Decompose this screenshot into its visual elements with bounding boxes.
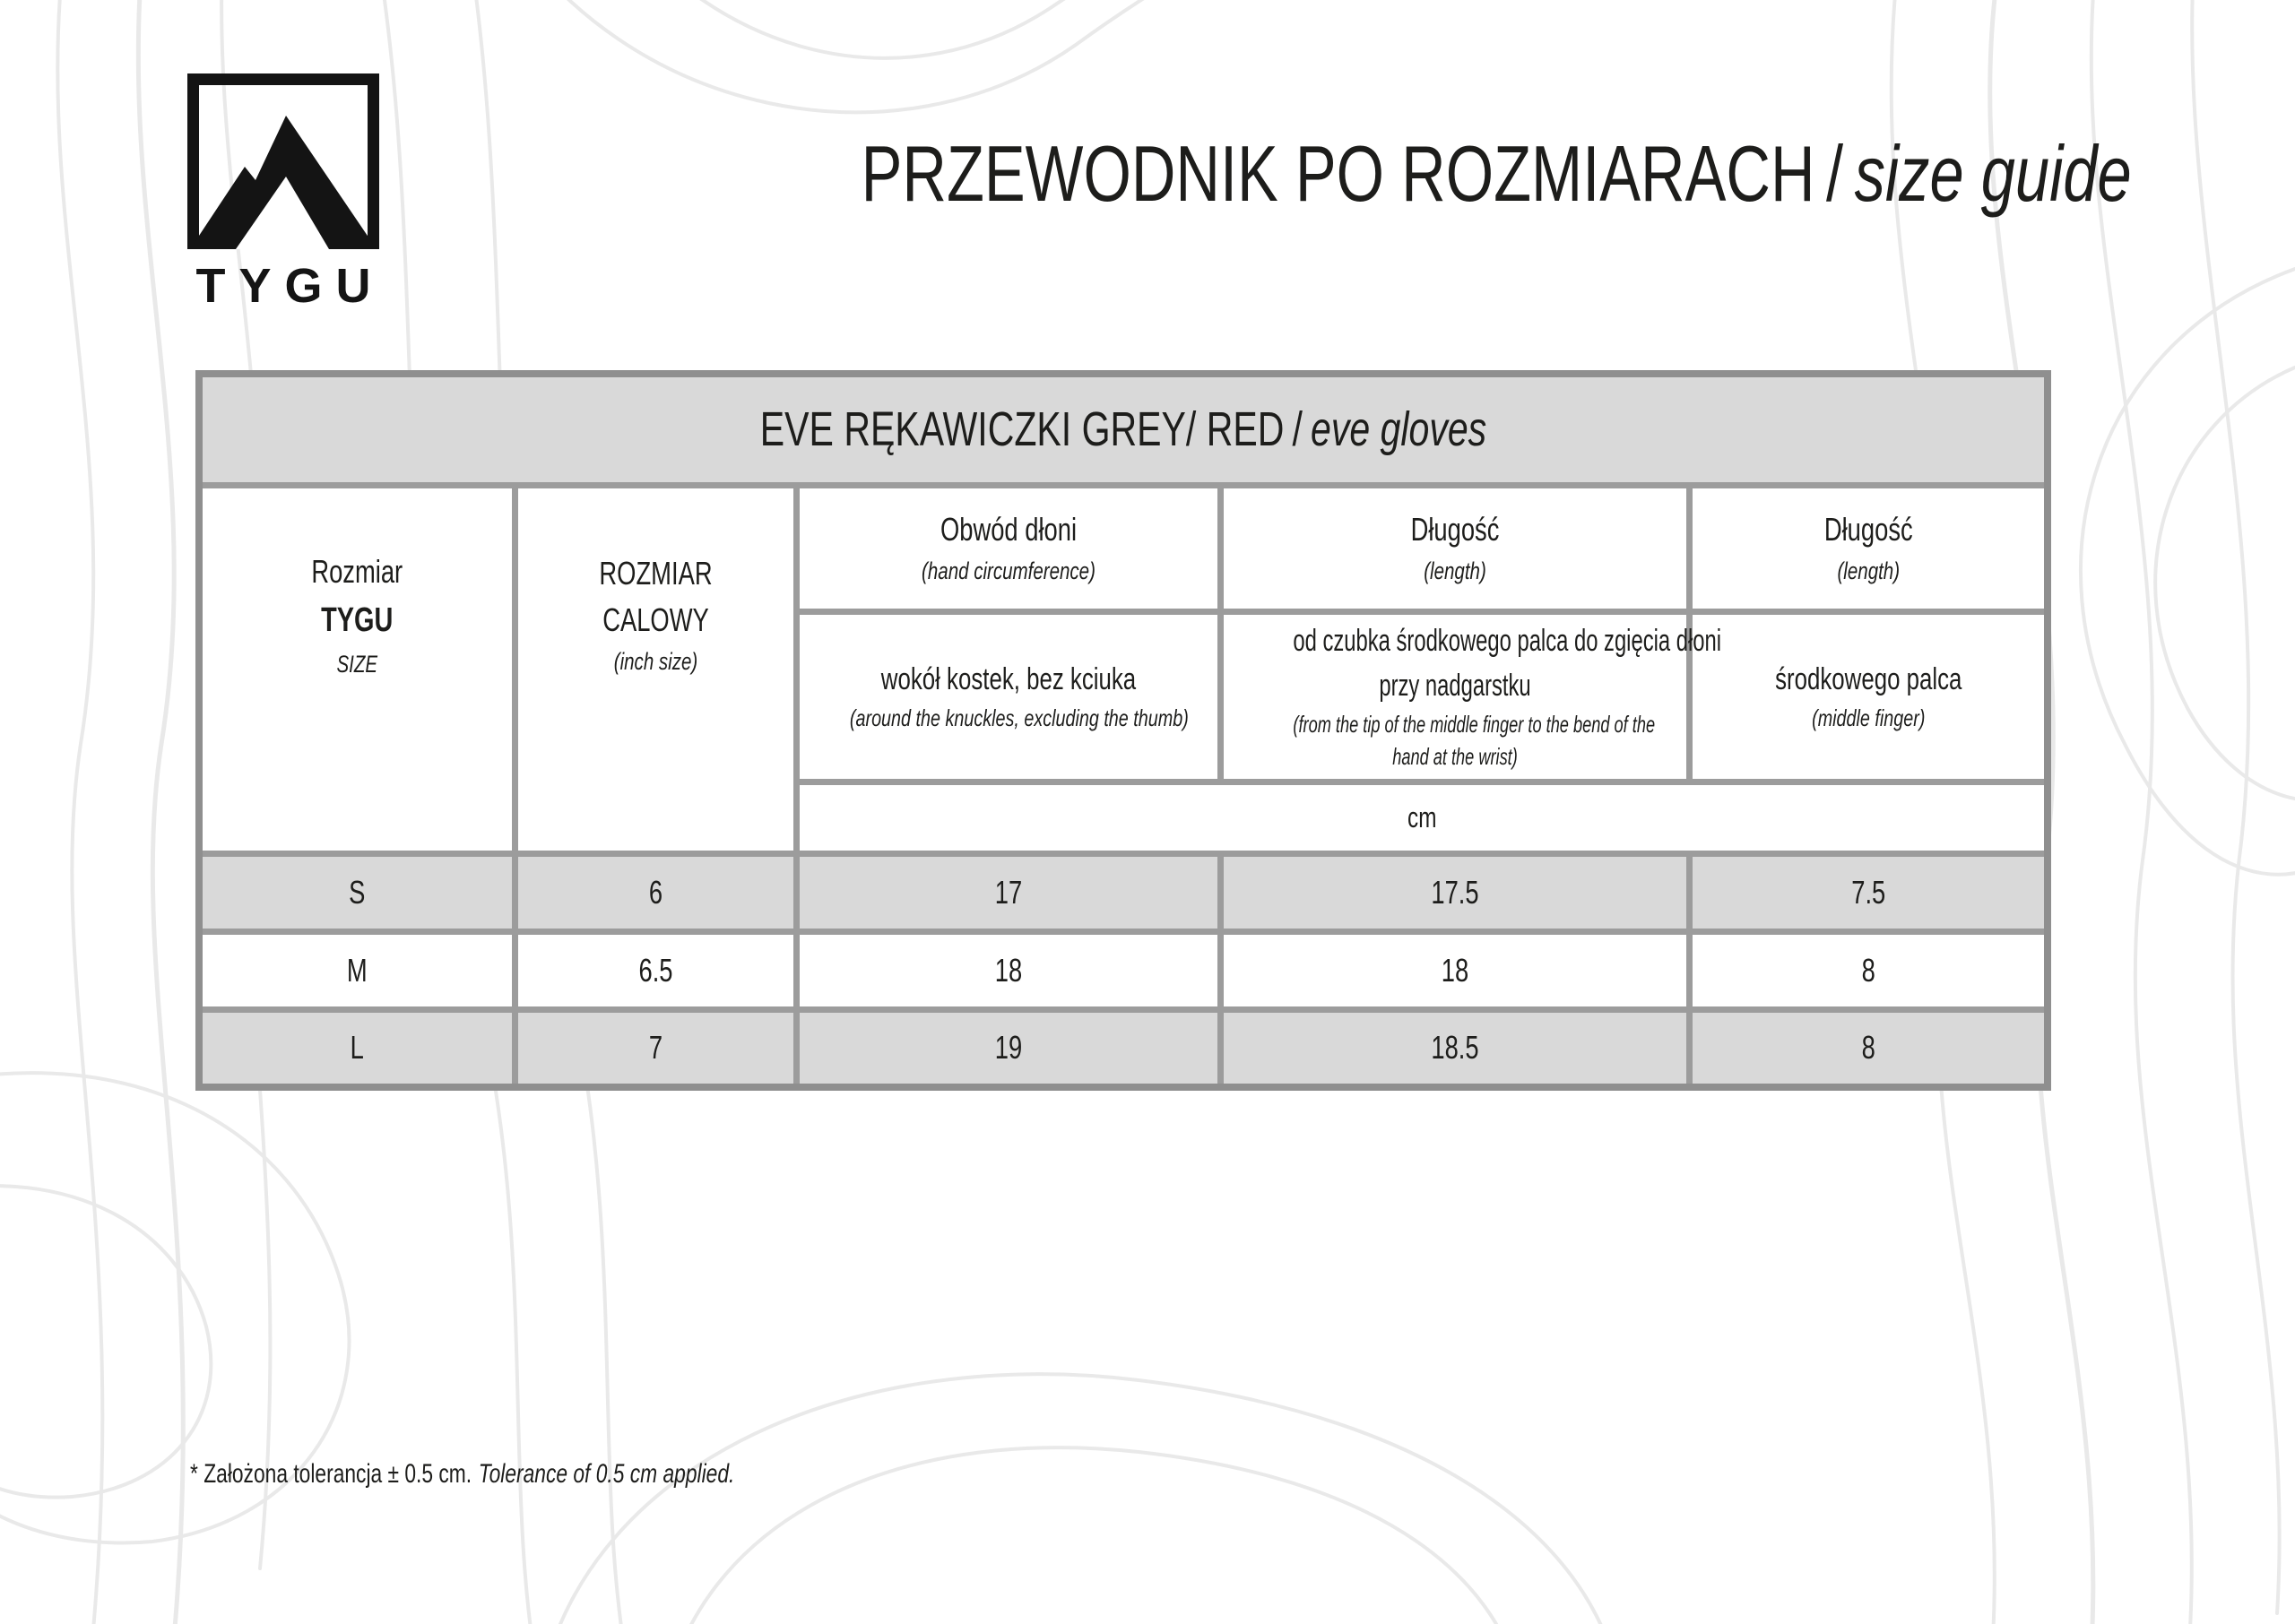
length-finger-desc: środkowego palca	[1774, 662, 1962, 697]
header-cell-hand-circumference	[796, 485, 1220, 611]
mountain-logo-icon	[187, 73, 379, 249]
length-hand-header-content	[1278, 506, 1630, 590]
length-hand-cell	[1220, 1009, 1689, 1087]
header-row-top	[199, 485, 2048, 611]
size-value: L	[350, 1029, 364, 1067]
header-cell-inch-size	[515, 485, 796, 853]
header-cell-size	[199, 485, 515, 853]
inch-value: 7	[648, 1029, 663, 1067]
inch-header-subtitle: (inch size)	[613, 648, 697, 676]
footnote-regular: * Założona tolerancja ± 0.5 cm.	[190, 1459, 472, 1489]
table-row-s	[199, 853, 2048, 931]
product-title-main: EVE RĘKAWICZKI GREY/ RED	[759, 402, 1285, 457]
length-finger-value: 8	[1861, 1029, 1875, 1067]
product-title	[423, 402, 1823, 457]
size-guide-table	[195, 370, 2051, 1091]
inch-value: 6.5	[637, 951, 673, 989]
product-title-italic: eve gloves	[1311, 402, 1487, 457]
circumference-desc: wokół kostek, bez kciuka	[880, 662, 1136, 697]
length-hand-desc-content	[1292, 619, 1721, 773]
length-hand-value: 18	[1441, 951, 1468, 989]
product-title-separator: /	[1292, 402, 1303, 457]
unit-label: cm	[1407, 800, 1436, 834]
table-row-l	[199, 1009, 2048, 1087]
page-title-separator: /	[1826, 129, 1844, 218]
brand-wordmark: TYGU	[195, 259, 385, 313]
length-hand-value: 17.5	[1430, 873, 1479, 911]
circumference-title: Obwód dłoni	[940, 511, 1077, 549]
size-value: S	[349, 873, 366, 911]
inch-cell	[515, 853, 796, 931]
length-hand-cell	[1220, 853, 1689, 931]
length-hand-desc-sub-line2: hand at the wrist)	[1391, 743, 1518, 771]
length-finger-header-content	[1735, 506, 2002, 590]
tolerance-footnote	[190, 1459, 734, 1490]
desc-cell-hand-circumference	[796, 611, 1220, 782]
circumference-cell	[796, 853, 1220, 931]
length-hand-value: 18.5	[1430, 1029, 1479, 1067]
circumference-value: 18	[994, 951, 1022, 989]
size-header-content	[239, 549, 474, 790]
length-finger-cell	[1689, 1009, 2048, 1087]
size-cell	[199, 931, 515, 1009]
unit-cell	[796, 782, 2048, 853]
inch-cell	[515, 931, 796, 1009]
length-hand-desc-line1: od czubka środkowego palca do zgięcia dłoni	[1292, 624, 1721, 659]
inch-cell	[515, 1009, 796, 1087]
length-finger-desc-content	[1735, 658, 2002, 735]
circumference-desc-sub: (around the knuckles, excluding the thumb)	[849, 704, 1189, 732]
circumference-title-sub: (hand circumference)	[921, 557, 1096, 585]
size-header-brand: TYGU	[321, 600, 394, 639]
tygu-logo	[186, 73, 385, 314]
circumference-desc-content	[849, 658, 1189, 735]
length-finger-desc-sub: (middle finger)	[1811, 704, 1925, 732]
table-row-m	[199, 931, 2048, 1009]
length-finger-title: Długość	[1823, 511, 1913, 549]
length-hand-cell	[1220, 931, 1689, 1009]
circumference-header-content	[849, 506, 1166, 590]
length-hand-title: Długość	[1410, 511, 1499, 549]
page-title-main: PRZEWODNIK PO ROZMIARACH	[861, 129, 1815, 218]
product-title-cell	[199, 374, 2048, 485]
length-hand-title-sub: (length)	[1423, 557, 1486, 585]
inch-header-title: ROZMIAR CALOWY	[598, 555, 713, 639]
circumference-value: 19	[994, 1029, 1022, 1067]
desc-cell-length-hand	[1220, 611, 1721, 782]
product-title-row	[199, 374, 2048, 485]
size-value: M	[346, 951, 368, 989]
header-cell-length-finger	[1689, 485, 2048, 611]
length-finger-cell	[1689, 931, 2048, 1009]
length-finger-title-sub: (length)	[1836, 557, 1900, 585]
length-hand-desc-sub-line1: (from the tip of the middle finger to the bend of the	[1292, 710, 1655, 738]
circumference-cell	[796, 931, 1220, 1009]
size-cell	[199, 853, 515, 931]
length-finger-value: 7.5	[1850, 873, 1885, 911]
inch-header-content	[550, 550, 759, 788]
inch-value: 6	[648, 873, 663, 911]
page-title-italic: size guide	[1854, 129, 2132, 218]
size-cell	[199, 1009, 515, 1087]
circumference-value: 17	[994, 873, 1022, 911]
page-title	[861, 129, 2132, 218]
desc-cell-length-finger	[1689, 611, 2048, 782]
circumference-cell	[796, 1009, 1220, 1087]
length-finger-cell	[1689, 853, 2048, 931]
size-header-title: Rozmiar	[311, 552, 403, 590]
length-hand-desc-line2: przy nadgarstku	[1378, 668, 1531, 703]
footnote-italic: Tolerance of 0.5 cm applied.	[478, 1459, 735, 1489]
size-header-subtitle: SIZE	[336, 650, 378, 678]
length-finger-value: 8	[1861, 951, 1875, 989]
header-cell-length-hand	[1220, 485, 1689, 611]
